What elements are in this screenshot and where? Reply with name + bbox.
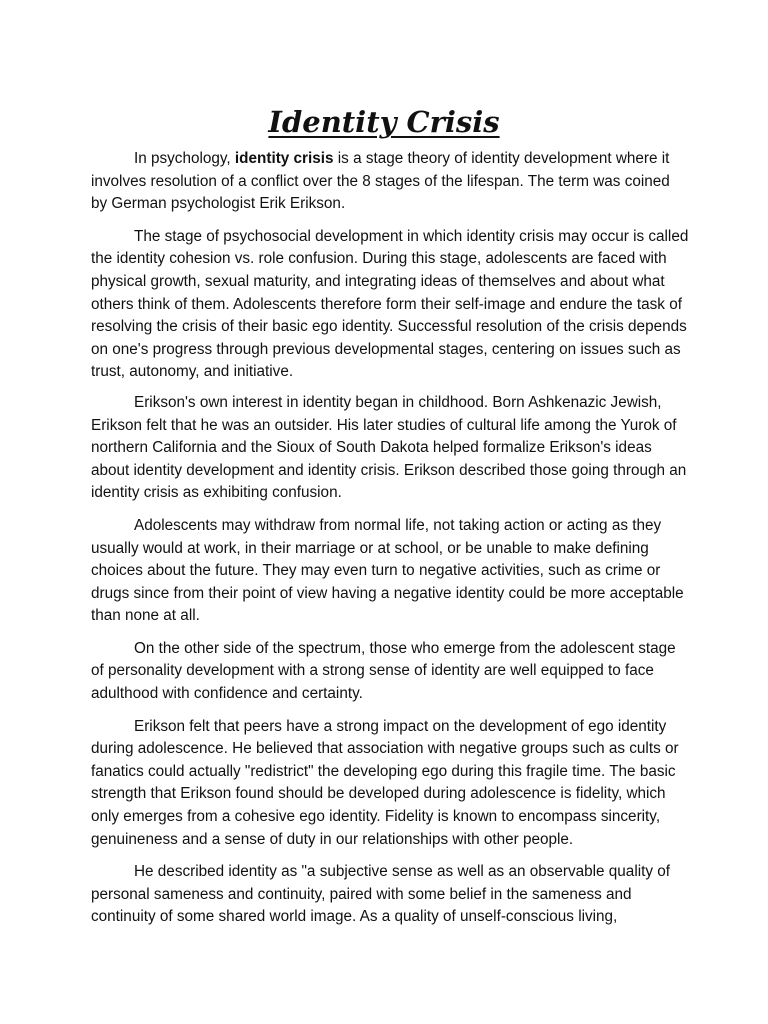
paragraph-1 bbox=[91, 148, 689, 216]
bold-term: identity crisis bbox=[234, 150, 334, 167]
paragraph-3: Erikson's own interest in identity began in childhood. Born Ashkenazic Jewish, Erikson felt that he was an outsider. His later studies of cultural life among the Yurok of northern California and the Sioux of South Dakota helped formalize Erikson's ideas about identity development and identity crisis. Erikson described those going through an identity crisis as exhibiting confusion. bbox=[91, 393, 687, 502]
document-body bbox=[91, 148, 689, 939]
paragraph-1-lead: In psychology, bbox=[134, 150, 235, 167]
paragraph-1-rest: is a stage theory of identity development where it involves resolution of a conflict over the 8 stages of the lifespan. The term was coined by German psychologist Erik Erikson. bbox=[91, 150, 670, 213]
paragraph-5: On the other side of the spectrum, those who emerge from the adolescent stage of personality development with a strong sense of identity are well equipped to face adulthood with confidence and certainty. bbox=[91, 639, 676, 703]
page-title: Identity Crisis bbox=[268, 105, 500, 139]
paragraph-7: He described identity as "a subjective sense as well as an observable quality of personal sameness and continuity, paired with some belief in the sameness and continuity of some shared world image. As a quality of unself-conscious living, bbox=[91, 863, 671, 926]
paragraph-6: Erikson felt that peers have a strong impact on the development of ego identity during adolescence. He believed that association with negative groups such as cults or fanatics could actually "redistrict" the developing ego during this fragile time. The basic strength that Erikson found should be developed during adolescence is fidelity, which only emerges from a cohesive ego identity. Fidelity is known to encompass sincerity, genuineness and a sense of duty in our relationships with other people. bbox=[91, 717, 679, 848]
paragraph-2: The stage of psychosocial development in which identity crisis may occur is called the identity cohesion vs. role confusion. During this stage, adolescents are faced with physical growth, sexual maturity, and integrating ideas of themselves and about what others think of them. Adolescents therefore form their self-image and endure the task of resolving the crisis of their basic ego identity. Successful resolution of the crisis depends on one's progress through previous developmental stages, centering on issues such as trust, autonomy, and initiative. bbox=[91, 227, 689, 381]
paragraph-4: Adolescents may withdraw from normal life, not taking action or acting as they usually would at work, in their marriage or at school, or be unable to make defining choices about the future. They may even turn to negative activities, such as crime or drugs since from their point of view having a negative identity could be more acceptable than none at all. bbox=[91, 516, 684, 625]
